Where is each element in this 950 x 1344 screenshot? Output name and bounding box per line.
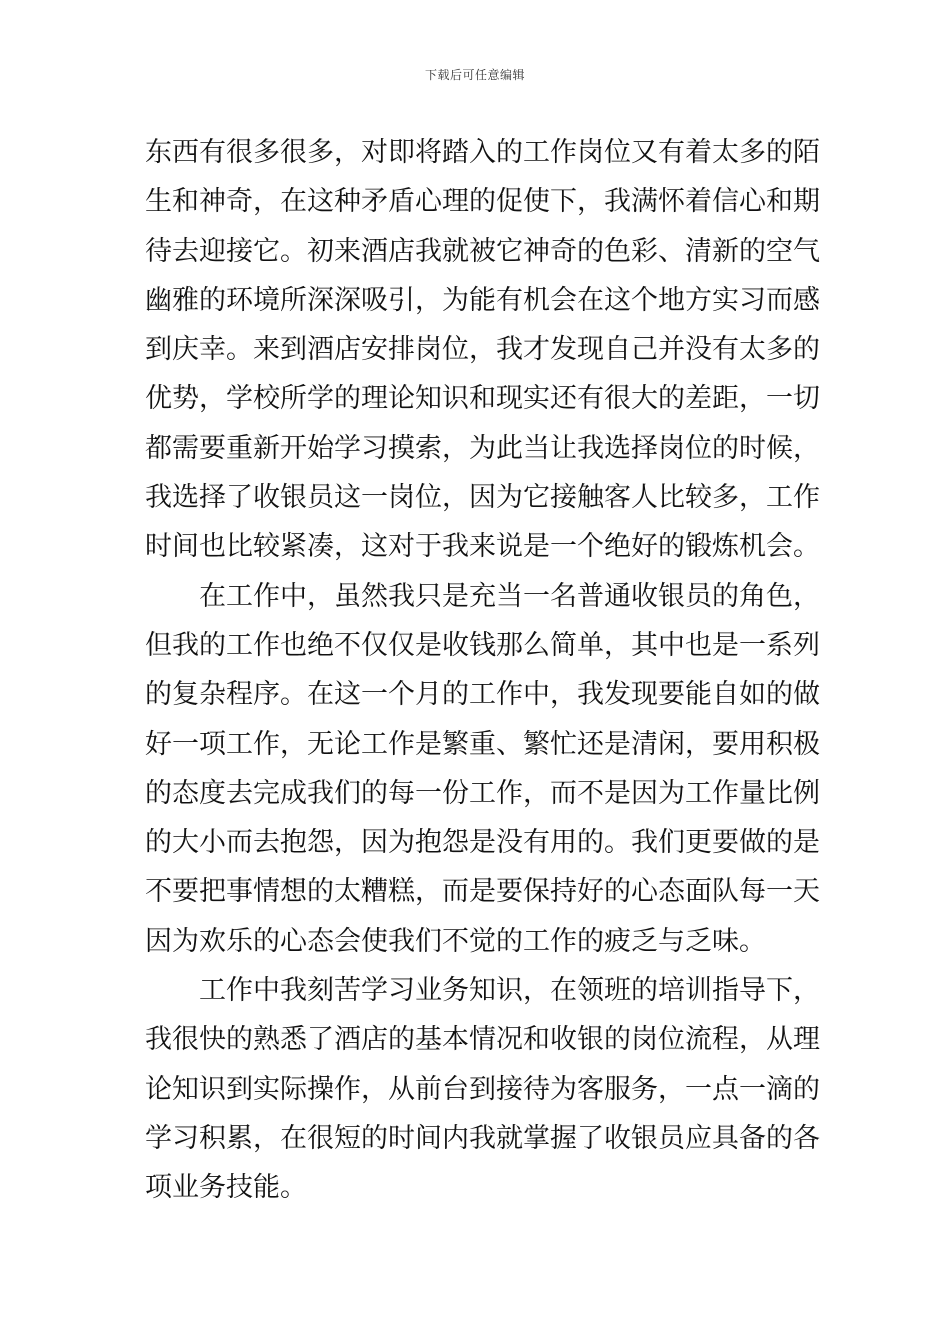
page-header: 下载后可任意编辑 (424, 68, 525, 82)
text-line: 我选择了收银员这一岗位，因为它接触客人比较多，工作 (145, 482, 820, 514)
text-line: 的复杂程序。在这一个月的工作中，我发现要能自如的做 (145, 679, 820, 711)
text-line: 论知识到实际操作，从前台到接待为客服务，一点一滴的 (145, 1073, 820, 1105)
text-line: 但我的工作也绝不仅仅是收钱那么简单，其中也是一系列 (145, 629, 820, 661)
text-line: 项业务技能。 (145, 1172, 307, 1204)
text-line: 幽雅的环境所深深吸引，为能有机会在这个地方实习而感 (145, 284, 820, 316)
text-line: 学习积累，在很短的时间内我就掌握了收银员应具备的各 (145, 1122, 820, 1154)
text-line: 待去迎接它。初来酒店我就被它神奇的色彩、清新的空气 (145, 235, 820, 267)
text-line: 不要把事情想的太糟糕，而是要保持好的心态面队每一天 (145, 876, 820, 908)
text-line: 好一项工作，无论工作是繁重、繁忙还是清闲，要用积极 (145, 728, 820, 760)
paragraph (145, 128, 820, 572)
text-line: 优势，学校所学的理论知识和现实还有很大的差距，一切 (145, 383, 820, 415)
text-line: 时间也比较紧凑，这对于我来说是一个绝好的锻炼机会。 (145, 531, 820, 563)
text-line: 生和神奇，在这种矛盾心理的促使下，我满怀着信心和期 (145, 186, 820, 218)
document-body (145, 128, 820, 1213)
text-line: 因为欢乐的心态会使我们不觉的工作的疲乏与乏味。 (145, 925, 766, 957)
text-line: 在工作中，虽然我只是充当一名普通收银员的角色， (199, 580, 820, 612)
text-line: 的态度去完成我们的每一份工作，而不是因为工作量比例 (145, 777, 820, 809)
text-line: 的大小而去抱怨，因为抱怨是没有用的。我们更要做的是 (145, 827, 820, 859)
text-line: 都需要重新开始学习摸索，为此当让我选择岗位的时候， (145, 432, 820, 464)
paragraph (145, 572, 820, 966)
paragraph (145, 966, 820, 1212)
text-line: 工作中我刻苦学习业务知识，在领班的培训指导下， (199, 975, 820, 1007)
text-line: 到庆幸。来到酒店安排岗位，我才发现自己并没有太多的 (145, 334, 820, 366)
text-line: 东西有很多很多，对即将踏入的工作岗位又有着太多的陌 (145, 137, 820, 168)
text-line: 我很快的熟悉了酒店的基本情况和收银的岗位流程，从理 (145, 1024, 820, 1056)
